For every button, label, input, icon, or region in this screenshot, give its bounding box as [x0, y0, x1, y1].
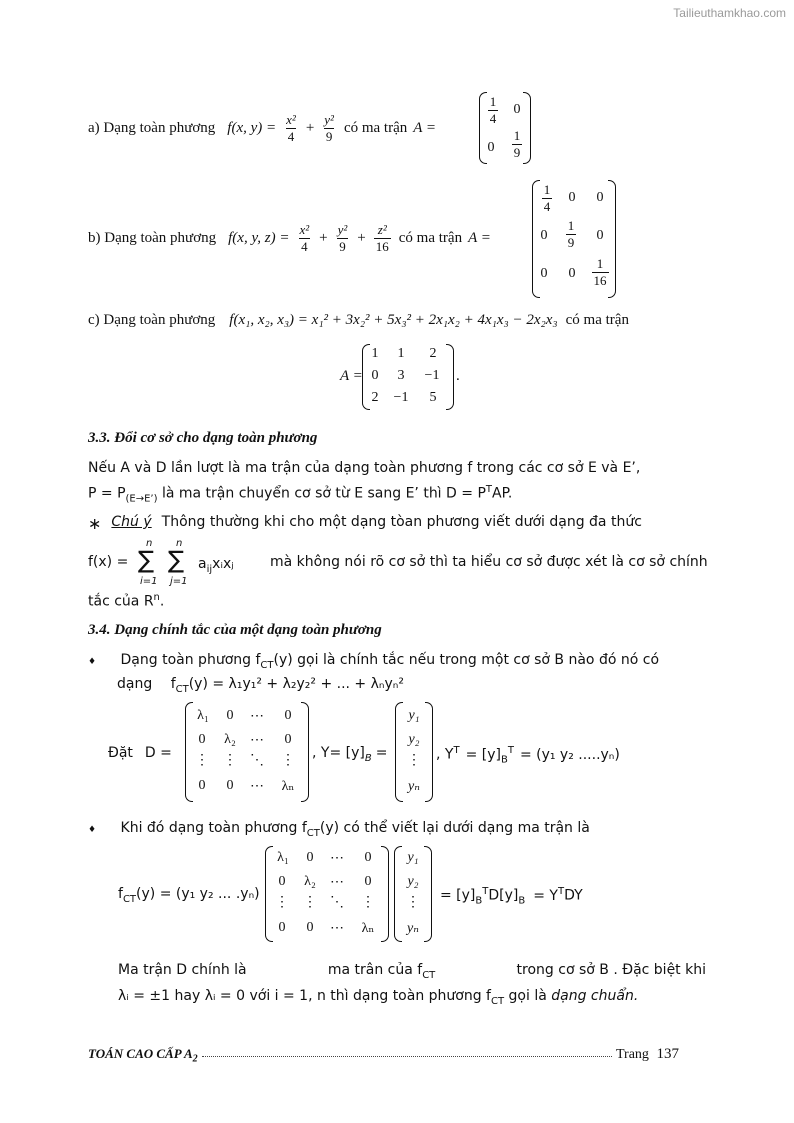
- vector-Y: [395, 702, 433, 802]
- matrix-c-cell: 3: [397, 368, 405, 383]
- section-33-note: [88, 514, 642, 533]
- matrix-D-cell: λₙ: [281, 779, 295, 794]
- vector-Y-cell: ⋮: [407, 753, 421, 768]
- matrix-D-cell: 0: [198, 732, 206, 747]
- matrix-b-cell: 0: [568, 266, 576, 281]
- item-b-has: có ma trận: [398, 230, 463, 246]
- vector-Y-cell: y₁: [408, 708, 420, 723]
- p2-line: ♦ Khi đó dạng toàn phương $f_{CT}(y)$ có thể viết lại dưới dạng ma trận là: [88, 820, 590, 839]
- item-a-func: f(x, y) =: [227, 120, 277, 136]
- matrix-D-cell: λ₁: [197, 708, 209, 723]
- item-b-frac1: $\frac{\text{x²}}{4}$: [299, 222, 310, 254]
- dang-chuan: dạng chuẩn.: [551, 988, 639, 1004]
- vector-Y2-cell: y₂: [407, 874, 419, 889]
- matrix-D2-cell: ⋮: [361, 895, 375, 910]
- matrix-c-cell: −1: [393, 390, 409, 405]
- footer-page: Trang 137: [616, 1046, 679, 1062]
- p1-line2: dạng $f_{CT}(y) = \lambda_1y_1^2 + \lambda_2y_2^2$ + ... + λₙyₙ²: [117, 676, 404, 695]
- item-a-plus: +: [305, 120, 315, 136]
- matrix-D-cell: 0: [226, 708, 234, 723]
- Y-label: , $Y= [y]_B$ =: [312, 745, 388, 764]
- note-rest: mà không nói rõ cơ sở thì ta hiểu cơ sở được xét là cơ sở chính: [270, 554, 708, 570]
- sum2-bottom: j=1: [170, 576, 188, 587]
- matrix-c: [362, 344, 454, 410]
- matrix-D2-cell: ⋯: [330, 875, 344, 890]
- matrix-D2-cell: 0: [364, 850, 372, 865]
- item-a-has: có ma trận: [343, 120, 408, 136]
- matrix-b-cell: 0: [568, 190, 576, 205]
- item-a-A: A =: [413, 120, 437, 136]
- matrix-D2: [265, 846, 389, 942]
- item-b: b) Dạng toàn phương f(x, y, z) = $\frac{\text{x²}}{4}$ + $\frac{\text{y²}}{9}$ + $\frac{\text{z²}}{16}$ có ma trận A =: [88, 222, 491, 254]
- sum-term: $a_{ij}xᵢxⱼ$: [198, 556, 234, 575]
- matrix-D2-cell: ⋱: [330, 895, 344, 910]
- bullet-icon: ♦: [88, 825, 97, 835]
- vector-Y-cell: yₙ: [408, 779, 420, 794]
- matrix-D-cell: ⋮: [281, 753, 295, 768]
- item-c-end: .: [456, 368, 460, 384]
- matrix-D-cell: ⋯: [250, 779, 264, 794]
- matrix-D-cell: ⋮: [195, 753, 209, 768]
- matrix-b-cell: 0: [596, 190, 604, 205]
- bullet-icon: ♦: [88, 657, 97, 667]
- matrix-c-cell: −1: [424, 368, 440, 383]
- matrix-b: $\frac{1}{4}$ 0 0 0 $\frac{1}{9}$ 0 0 0 $\frac{1}{16}$: [532, 180, 616, 298]
- fct-left: $f_{CT}(y) = (y_1$ y₂ ... .yₙ): [118, 886, 260, 905]
- matrix-b-cell: 0: [540, 228, 548, 243]
- item-c-A: A =: [340, 368, 363, 384]
- matrix-D-cell: λ₂: [224, 732, 236, 747]
- matrix-D-cell: 0: [284, 708, 292, 723]
- concl-line2: λᵢ = ±1 hay λᵢ = 0 với i = 1, n thì dạng toàn phương $f_{CT}$ gọi là dạng chuẩn.: [118, 988, 639, 1007]
- footer-title: TOÁN CAO CẤP $A_2$: [88, 1046, 198, 1065]
- item-b-frac3: $\frac{\text{z²}}{16}$: [375, 222, 389, 254]
- sum-fx: f(x) =: [88, 554, 129, 570]
- matrix-D-cell: 0: [284, 732, 292, 747]
- sigma-icon: ∑: [168, 546, 185, 574]
- item-a: [88, 112, 436, 145]
- matrix-D2-cell: ⋮: [275, 895, 289, 910]
- section-33-line1: Nếu A và D lần lượt là ma trận của dạng toàn phương f trong các cơ sở E và E’,: [88, 460, 641, 476]
- matrix-D2-cell: ⋯: [330, 921, 344, 936]
- matrix-a-cell: 0: [513, 102, 521, 117]
- matrix-D2-cell: 0: [278, 920, 286, 935]
- note-label: Chú ý: [111, 514, 152, 530]
- matrix-D-cell: ⋯: [250, 733, 264, 748]
- matrix-D2-cell: 0: [306, 920, 314, 935]
- matrix-a: $\frac{1}{4}$ 0 0 $\frac{1}{9}$: [479, 92, 531, 164]
- vector-Y2: [394, 846, 432, 942]
- item-b-A: A =: [468, 230, 491, 246]
- item-b-frac2: $\frac{\text{y²}}{9}$: [337, 222, 348, 254]
- matrix-D-cell: ⋮: [223, 753, 237, 768]
- matrix-b-cell: 0: [596, 228, 604, 243]
- matrix-c-cell: 2: [429, 346, 437, 361]
- footer-leader: [202, 1056, 612, 1057]
- section-33-line2: $P = P_{(E\to E’)}$ là ma trận chuyển cơ sở từ E sang E’ thì $D = P^TAP$.: [88, 484, 513, 505]
- sum1-bottom: i=1: [140, 576, 158, 587]
- vector-Y-cell: y₂: [408, 732, 420, 747]
- matrix-c-cell: 1: [397, 346, 405, 361]
- vector-Y2-cell: ⋮: [406, 895, 420, 910]
- item-b-func: f(x, y, z) =: [228, 230, 290, 246]
- note-text: Thông thường khi cho một dạng tòan phương viết dưới dạng đa thức: [161, 514, 642, 530]
- matrix-D-cell: ⋱: [250, 753, 264, 768]
- vector-Y2-cell: yₙ: [407, 921, 419, 936]
- matrix-c-cell: 1: [371, 346, 379, 361]
- item-a-frac1: $\frac{\text{x²}}{4}$: [286, 112, 296, 144]
- sum2-top: n: [176, 538, 183, 549]
- item-a-frac2: $\frac{\text{y²}}{9}$: [324, 112, 334, 144]
- matrix-a-cell: 0: [487, 140, 495, 155]
- matrix-D2-cell: ⋯: [330, 851, 344, 866]
- p1-line1: ♦ Dạng toàn phương $f_{CT}(y)$ gọi là chính tắc nếu trong một cơ sở B nào đó nó có: [88, 652, 660, 671]
- note-star-icon: ∗: [88, 514, 102, 533]
- note-last: tắc của $R^n$.: [88, 592, 165, 610]
- matrix-D2-cell: λₙ: [361, 921, 375, 936]
- section-33-title: 3.3. Đổi cơ sở cho dạng toàn phương: [88, 430, 318, 446]
- dat-label: Đặt D =: [108, 745, 172, 761]
- YT-label: , $Y^T = [y]_B^T = (y_1$ y₂ .....yₙ): [436, 745, 620, 766]
- matrix-D-cell: 0: [198, 778, 206, 793]
- matrix-D2-cell: 0: [306, 850, 314, 865]
- sum1-top: n: [146, 538, 153, 549]
- matrix-c-cell: 5: [429, 390, 437, 405]
- matrix-D2-cell: 0: [364, 874, 372, 889]
- matrix-D2-cell: 0: [278, 874, 286, 889]
- matrix-D: [185, 702, 309, 802]
- vector-Y2-cell: y₁: [407, 850, 419, 865]
- matrix-b-cell: 0: [540, 266, 548, 281]
- watermark: Tailieuthamkhao.com: [673, 6, 786, 20]
- item-c-expr: f(x₁, x₂, x₃) = x₁² + 3x₂² + 5x₃² + 2x₁x₂ + 4x₁x₃ − 2x₂x₃: [229, 312, 558, 328]
- item-a-label: a) Dạng toàn phương: [88, 120, 216, 136]
- matrix-D-cell: ⋯: [250, 709, 264, 724]
- item-c-has: có ma trận: [565, 312, 629, 328]
- fct-right: = $[y]_B^TD[y]_B = Y^TDY$: [440, 886, 583, 907]
- item-c: [88, 312, 629, 329]
- item-b-label: b) Dạng toàn phương: [88, 230, 217, 246]
- matrix-D2-cell: λ₂: [304, 874, 316, 889]
- matrix-c-cell: 0: [371, 368, 379, 383]
- concl-line1: Ma trận D chính là ma trân của $f_{CT}$ trong cơ sở B . Đặc biệt khi: [118, 962, 706, 981]
- matrix-D2-cell: λ₁: [277, 850, 289, 865]
- matrix-D2-cell: ⋮: [303, 895, 317, 910]
- section-34-title: 3.4. Dạng chính tắc của một dạng toàn phương: [88, 622, 382, 638]
- matrix-c-cell: 2: [371, 390, 379, 405]
- matrix-D-cell: 0: [226, 778, 234, 793]
- item-c-label: c) Dạng toàn phương: [88, 312, 216, 328]
- sigma-icon: ∑: [138, 546, 155, 574]
